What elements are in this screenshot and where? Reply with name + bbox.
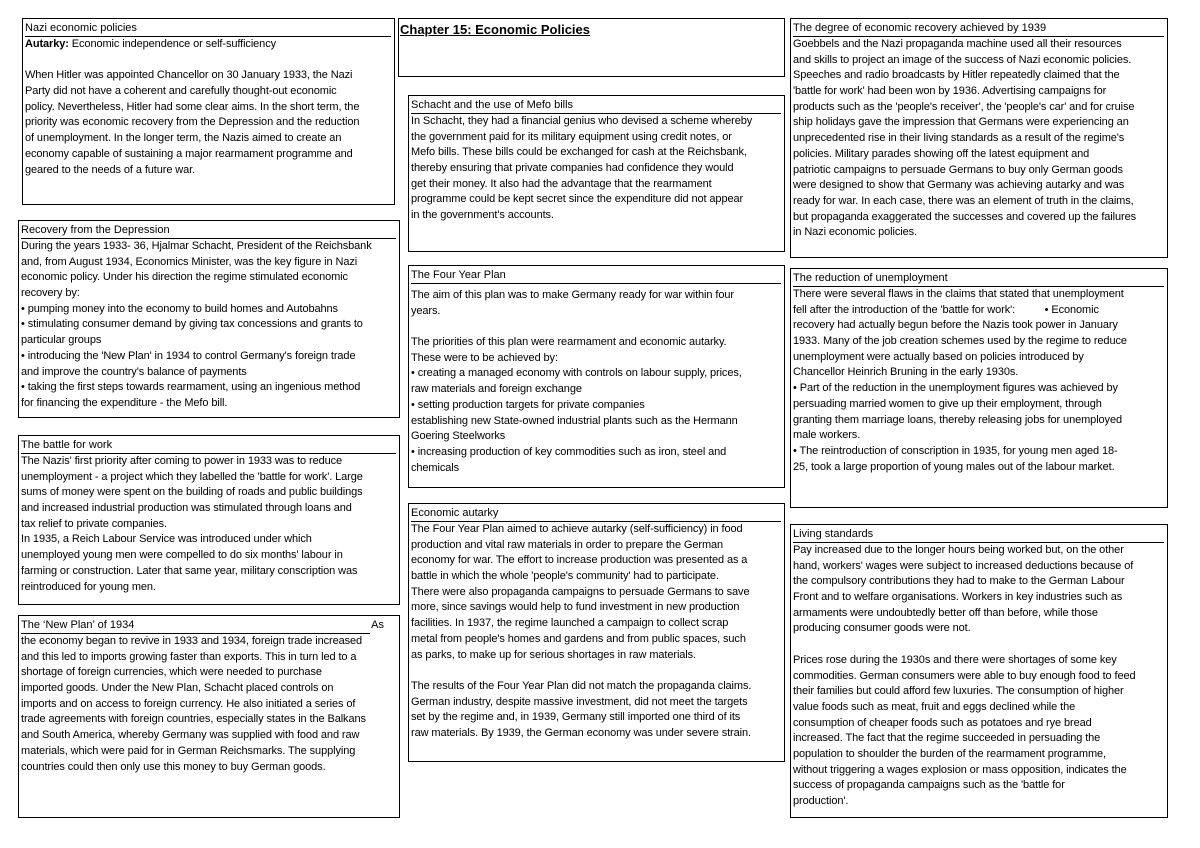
text-line bbox=[793, 397, 1164, 413]
text-line-content: During the years 1933- 36, Hjalmar Schacht, President of the Reichsbank bbox=[21, 240, 372, 252]
text-line-content: patriotic campaigns to persuade Germans to buy only German goods bbox=[793, 163, 1123, 176]
text-line-content: There were also propaganda campaigns to persuade Germans to save bbox=[411, 585, 750, 598]
chapter-header-box bbox=[398, 18, 785, 77]
box-title: Schacht and the use of Mefo bills bbox=[411, 98, 781, 114]
schacht-mefo-bills-box bbox=[408, 95, 785, 252]
box-title: Nazi economic policies bbox=[25, 21, 391, 37]
text-line bbox=[411, 695, 781, 711]
box-body bbox=[21, 239, 396, 412]
text-line-content: farming or construction. Later that same year, military conscription was bbox=[21, 564, 358, 577]
text-line-content: 'battle for work' had been won by 1936. Advertising campaigns for bbox=[793, 85, 1107, 98]
box-title: Living standards bbox=[793, 527, 1164, 543]
text-line-content: trade agreements with foreign countries, especially states in the Balkans bbox=[21, 713, 366, 726]
paragraph bbox=[411, 288, 781, 319]
box-body bbox=[793, 37, 1164, 241]
text-line-content: in Nazi economic policies. bbox=[793, 226, 917, 239]
text-line-content: but propaganda exaggerated the successes and covered up the failures bbox=[793, 210, 1136, 223]
text-line-content: The Nazis' first priority after coming to power in 1933 was to reduce bbox=[21, 455, 343, 467]
paragraph bbox=[411, 114, 781, 224]
text-line bbox=[411, 679, 781, 695]
text-line bbox=[793, 763, 1164, 779]
text-line bbox=[793, 365, 1164, 381]
box-title: Economic autarky bbox=[411, 506, 781, 522]
text-line bbox=[793, 413, 1164, 429]
text-line-content: imports and on access to foreign currency. He also initiated a series of bbox=[21, 697, 356, 710]
text-line bbox=[793, 178, 1164, 194]
definition bbox=[25, 37, 391, 53]
text-line-content: increased. The fact that the regime succeeded in persuading the bbox=[793, 732, 1101, 745]
paragraph bbox=[411, 679, 781, 742]
text-line-content: recovery by: bbox=[21, 287, 80, 300]
text-line bbox=[793, 303, 1164, 319]
text-line bbox=[411, 569, 781, 585]
text-line bbox=[411, 192, 781, 208]
text-line-content: • The reintroduction of conscription in 1935, for young men aged 18- bbox=[793, 444, 1118, 457]
text-line bbox=[411, 538, 781, 554]
text-line-content: policy. Nevertheless, Hitler had some clear aims. In the short term, the bbox=[25, 100, 360, 113]
text-line bbox=[793, 287, 1164, 303]
text-line-content: and skills to project an image of the success of Nazi economic policies. bbox=[793, 53, 1132, 66]
text-line-content: German industry, despite massive investment, did not meet the targets bbox=[411, 695, 748, 708]
paragraph bbox=[793, 653, 1164, 810]
text-line bbox=[21, 517, 396, 533]
paragraph bbox=[21, 634, 396, 775]
recovery-from-the-depression-box bbox=[18, 220, 400, 418]
text-line bbox=[21, 681, 396, 697]
text-line bbox=[793, 444, 1164, 460]
text-line-content: production'. bbox=[793, 795, 849, 807]
text-line-content: • setting production targets for private companies bbox=[411, 398, 645, 411]
text-line bbox=[411, 208, 781, 224]
economic-recovery-1939-box bbox=[790, 18, 1168, 258]
text-line-content: tax relief to private companies. bbox=[21, 517, 167, 530]
box-title: The degree of economic recovery achieved by 1939 bbox=[793, 21, 1164, 37]
text-line bbox=[793, 225, 1164, 241]
page-title: Chapter 15: Economic Policies bbox=[400, 22, 591, 37]
text-line bbox=[411, 351, 781, 367]
text-line bbox=[21, 255, 396, 271]
text-line bbox=[21, 564, 396, 580]
text-line-content: In 1935, a Reich Labour Service was introduced under which bbox=[21, 533, 312, 546]
text-line-content: policies. Military parades showing off the latest equipment and bbox=[793, 147, 1090, 160]
text-line-content: unemployment - a project which they labelled the 'battle for work'. Large bbox=[21, 470, 363, 483]
text-line bbox=[411, 130, 781, 146]
text-line-content: without triggering a wages explosion or mass opposition, indicates the bbox=[793, 763, 1127, 776]
text-line-content: unemployment were actually based on policies introduced by bbox=[793, 350, 1084, 363]
text-line-content: 25, took a large proportion of young males out of the labour market. bbox=[793, 460, 1115, 473]
new-plan-1934-box bbox=[18, 615, 400, 818]
definition-text: Economic independence or self-sufficiency bbox=[71, 38, 276, 50]
text-line bbox=[411, 710, 781, 726]
box-body bbox=[793, 287, 1164, 475]
text-line bbox=[411, 288, 781, 304]
text-line-content: • Part of the reduction in the unemployment figures was achieved by bbox=[793, 382, 1118, 395]
text-line-content: commodities. German consumers were able to buy enough food to feed bbox=[793, 669, 1136, 682]
definition-term: Autarky: bbox=[25, 38, 69, 50]
text-line-content: ready for war. In each case, there was an element of truth in the claims, bbox=[793, 194, 1134, 207]
box-body bbox=[25, 68, 391, 178]
text-line bbox=[793, 53, 1164, 69]
text-line-content: get their money. It also had the advantage that the rearmament bbox=[411, 177, 712, 190]
text-line-content: There were several flaws in the claims that stated that unemployment bbox=[793, 288, 1124, 300]
text-line bbox=[411, 398, 781, 414]
text-line-content: • taking the first steps towards rearmament, using an ingenious method bbox=[21, 381, 361, 394]
paragraph bbox=[21, 454, 396, 595]
text-line bbox=[793, 669, 1164, 685]
text-line-content: programme could be kept secret since the expenditure did not appear bbox=[411, 193, 744, 206]
box-body bbox=[411, 288, 781, 476]
text-line bbox=[21, 454, 396, 470]
text-line bbox=[411, 726, 781, 742]
text-line-content: Goebbels and the Nazi propaganda machine used all their resources bbox=[793, 38, 1122, 50]
text-line bbox=[21, 634, 396, 650]
text-line-content: hand, workers' wages were subject to increased deductions because of bbox=[793, 559, 1134, 572]
text-line bbox=[793, 653, 1164, 669]
text-line bbox=[21, 712, 396, 728]
text-line bbox=[25, 163, 391, 179]
text-line bbox=[21, 760, 396, 776]
text-line-content: Pay increased due to the longer hours being worked but, on the other bbox=[793, 544, 1124, 556]
text-line-content: value foods such as meat, fruit and eggs declined while the bbox=[793, 700, 1076, 713]
text-line-content: recovery had actually begun before the Nazis took power in January bbox=[793, 319, 1118, 332]
text-line-content: ship holidays gave the impression that Germans were experiencing an bbox=[793, 116, 1129, 129]
text-line-content: The Four Year Plan aimed to achieve autarky (self-sufficiency) in food bbox=[411, 523, 743, 535]
text-line bbox=[411, 414, 781, 430]
text-line-content: These were to be achieved by: bbox=[411, 351, 558, 364]
text-line-content: thereby ensuring that private companies had confidence they would bbox=[411, 162, 734, 175]
text-line bbox=[411, 161, 781, 177]
text-line bbox=[21, 744, 396, 760]
text-line bbox=[21, 302, 396, 318]
text-line bbox=[21, 697, 396, 713]
box-title: The reduction of unemployment bbox=[793, 271, 1164, 287]
text-line-content: of unemployment. In the longer term, the Nazis aimed to create an bbox=[25, 132, 342, 145]
text-line bbox=[25, 131, 391, 147]
text-line bbox=[411, 145, 781, 161]
text-line-content: products such as the 'people's receiver', the 'people's car' and for cruise bbox=[793, 100, 1135, 113]
text-line-content: sums of money were spent on the building of roads and public buildings bbox=[21, 486, 363, 499]
text-line bbox=[411, 600, 781, 616]
text-line bbox=[793, 559, 1164, 575]
battle-for-work-box bbox=[18, 435, 400, 605]
text-line bbox=[21, 728, 396, 744]
text-line-content: countries could then only use this money to buy German goods. bbox=[21, 760, 326, 773]
text-line bbox=[793, 684, 1164, 700]
text-line-content: Speeches and radio broadcasts by Hitler repeatedly claimed that the bbox=[793, 69, 1120, 82]
text-line-content: In Schacht, they had a financial genius who devised a scheme whereby bbox=[411, 115, 753, 127]
text-line bbox=[793, 428, 1164, 444]
text-line-content: materials, which were paid for in German Reichsmarks. The supplying bbox=[21, 744, 356, 757]
text-line bbox=[21, 665, 396, 681]
text-line bbox=[21, 349, 396, 365]
text-line-content: economic policy. Under his direction the regime stimulated economic bbox=[21, 271, 348, 284]
text-line bbox=[21, 396, 396, 412]
text-line-content: for financing the expenditure - the Mefo bill. bbox=[21, 396, 228, 409]
text-line bbox=[21, 239, 396, 255]
text-line bbox=[793, 194, 1164, 210]
text-line-content: imported goods. Under the New Plan, Schacht placed controls on bbox=[21, 682, 334, 695]
box-body bbox=[793, 543, 1164, 810]
text-line bbox=[793, 460, 1164, 476]
text-line-content: years. bbox=[411, 304, 441, 317]
box-title: The battle for work bbox=[21, 438, 396, 454]
text-line bbox=[411, 335, 781, 351]
text-line bbox=[411, 366, 781, 382]
text-line bbox=[793, 543, 1164, 559]
text-line-content: • creating a managed economy with controls on labour supply, prices, bbox=[411, 367, 742, 380]
text-line-content: the compulsory contributions they had to make to the German Labour bbox=[793, 575, 1125, 588]
text-line bbox=[793, 68, 1164, 84]
text-line-content: • increasing production of key commodities such as iron, steel and bbox=[411, 445, 727, 458]
text-line-content: population to shoulder the burden of the rearmament programme, bbox=[793, 747, 1106, 760]
text-line bbox=[21, 485, 396, 501]
text-line bbox=[793, 115, 1164, 131]
text-line-content: shortage of foreign currencies, which were needed to purchase bbox=[21, 666, 322, 679]
text-line bbox=[793, 318, 1164, 334]
text-line bbox=[411, 304, 781, 320]
text-line-content: success of propaganda campaigns such as the 'battle for bbox=[793, 779, 1065, 792]
text-line-content: fell after the introduction of the 'battle for work': • Economic bbox=[793, 303, 1099, 316]
text-line bbox=[793, 716, 1164, 732]
text-line bbox=[411, 632, 781, 648]
text-line-content: the government paid for its military equipment using credit notes, or bbox=[411, 130, 732, 143]
text-line bbox=[793, 37, 1164, 53]
text-line bbox=[21, 333, 396, 349]
text-line bbox=[793, 621, 1164, 637]
text-line bbox=[21, 501, 396, 517]
text-line bbox=[21, 580, 396, 596]
box-title: The Four Year Plan bbox=[411, 268, 781, 284]
title-trailing-word: As bbox=[371, 619, 384, 631]
reduction-of-unemployment-box bbox=[790, 268, 1168, 508]
text-line-content: particular groups bbox=[21, 334, 102, 347]
text-line-content: armaments were undoubtedly better off than before, while those bbox=[793, 606, 1098, 619]
text-line-content: set by the regime and, in 1939, Germany still imported one third of its bbox=[411, 711, 741, 724]
text-line-content: establishing new State-owned industrial plants such as the Hermann bbox=[411, 414, 738, 427]
text-line-content: Mefo bills. These bills could be exchanged for cash at the Reichsbank, bbox=[411, 146, 747, 159]
text-line-content: and South America, whereby Germany was supplied with food and raw bbox=[21, 729, 360, 742]
text-line bbox=[793, 100, 1164, 116]
box-body bbox=[411, 114, 781, 224]
text-line-content: production and vital raw materials in order to prepare the German bbox=[411, 538, 724, 551]
paragraph bbox=[793, 287, 1164, 475]
text-line-content: and increased industrial production was stimulated through loans and bbox=[21, 502, 352, 515]
economic-autarky-box bbox=[408, 503, 785, 762]
text-line-content: 1933. Many of the job creation schemes used by the regime to reduce bbox=[793, 335, 1127, 348]
text-line bbox=[25, 68, 391, 84]
box-title-row bbox=[21, 618, 396, 634]
text-line bbox=[21, 548, 396, 564]
text-line bbox=[793, 606, 1164, 622]
text-line-content: When Hitler was appointed Chancellor on 30 January 1933, the Nazi bbox=[25, 69, 353, 82]
text-line bbox=[411, 114, 781, 130]
text-line-content: • stimulating consumer demand by giving tax concessions and grants to bbox=[21, 318, 363, 331]
text-line-content: The priorities of this plan were rearmament and economic autarky. bbox=[411, 336, 727, 349]
text-line bbox=[411, 461, 781, 477]
text-line-content: the economy began to revive in 1933 and 1934, foreign trade increased bbox=[21, 635, 363, 647]
text-line bbox=[793, 794, 1164, 810]
paragraph bbox=[21, 239, 396, 412]
text-line bbox=[411, 585, 781, 601]
text-line-content: granting them marriage loans, thereby releasing jobs for unemployed bbox=[793, 413, 1122, 426]
four-year-plan-box bbox=[408, 265, 785, 488]
box-body bbox=[21, 454, 396, 595]
text-line-content: metal from people's homes and gardens and from public spaces, such bbox=[411, 632, 746, 645]
text-line-content: more, since savings would help to fund investment in new production bbox=[411, 601, 740, 614]
text-line bbox=[25, 115, 391, 131]
text-line bbox=[793, 210, 1164, 226]
living-standards-box bbox=[790, 524, 1168, 818]
text-line-content: economy for war. The effort to increase production was presented as a bbox=[411, 554, 748, 567]
nazi-economic-policies-box bbox=[22, 18, 395, 205]
text-line-content: male workers. bbox=[793, 429, 861, 442]
text-line-content: producing consumer goods were not. bbox=[793, 622, 971, 635]
text-line bbox=[411, 177, 781, 193]
text-line-content: geared to the needs of a future war. bbox=[25, 163, 196, 176]
text-line bbox=[793, 350, 1164, 366]
text-line-content: and, from August 1934, Economics Minister, was the key figure in Nazi bbox=[21, 255, 358, 268]
paragraph bbox=[25, 68, 391, 178]
text-line bbox=[793, 334, 1164, 350]
box-title: The ‘New Plan’ of 1934 bbox=[21, 618, 370, 634]
text-line-content: Party did not have a coherent and carefully thought-out economic bbox=[25, 85, 337, 98]
text-line bbox=[21, 650, 396, 666]
text-line-content: economy capable of sustaining a major rearmament programme and bbox=[25, 147, 353, 160]
text-line bbox=[411, 445, 781, 461]
text-line bbox=[793, 731, 1164, 747]
text-line bbox=[411, 382, 781, 398]
text-line-content: raw materials and foreign exchange bbox=[411, 383, 582, 396]
text-line-content: raw materials. By 1939, the German economy was under severe strain. bbox=[411, 726, 751, 739]
box-body bbox=[411, 522, 781, 742]
text-line-content: Front and to welfare organisations. Workers in key industries such as bbox=[793, 591, 1123, 604]
text-line-content: were designed to show that Germany was achieving autarky and was bbox=[793, 179, 1125, 192]
text-line-content: consumption of cheaper foods such as potatoes and rye bread bbox=[793, 716, 1092, 729]
text-line bbox=[25, 100, 391, 116]
text-line bbox=[411, 648, 781, 664]
text-line bbox=[25, 84, 391, 100]
box-title: Recovery from the Depression bbox=[21, 223, 396, 239]
text-line bbox=[793, 381, 1164, 397]
text-line-content: The results of the Four Year Plan did not match the propaganda claims. bbox=[411, 679, 752, 692]
text-line-content: as parks, to make up for serious shortages in raw materials. bbox=[411, 648, 697, 661]
text-line-content: and improve the country's balance of payments bbox=[21, 365, 247, 378]
text-line-content: Chancellor Heinrich Bruning in the early 1930s. bbox=[793, 366, 1019, 379]
text-line bbox=[411, 553, 781, 569]
text-line bbox=[21, 532, 396, 548]
text-line-content: facilities. In 1937, the regime launched a campaign to collect scrap bbox=[411, 617, 729, 630]
text-line-content: Prices rose during the 1930s and there were shortages of some key bbox=[793, 653, 1117, 666]
text-line bbox=[793, 590, 1164, 606]
text-line bbox=[411, 616, 781, 632]
text-line bbox=[793, 163, 1164, 179]
text-line-content: their families but could afford few luxuries. The consumption of higher bbox=[793, 685, 1124, 698]
text-line bbox=[21, 365, 396, 381]
text-line-content: unemployed young men were compelled to do six months' labour in bbox=[21, 549, 343, 562]
text-line bbox=[411, 429, 781, 445]
text-line bbox=[793, 131, 1164, 147]
text-line bbox=[793, 778, 1164, 794]
text-line bbox=[21, 317, 396, 333]
paragraph bbox=[793, 37, 1164, 241]
text-line bbox=[793, 147, 1164, 163]
text-line bbox=[21, 270, 396, 286]
text-line bbox=[793, 747, 1164, 763]
paragraph bbox=[411, 522, 781, 663]
text-line-content: in the government's accounts. bbox=[411, 209, 554, 222]
paragraph bbox=[793, 543, 1164, 637]
text-line-content: The aim of this plan was to make Germany ready for war within four bbox=[411, 289, 734, 301]
text-line bbox=[793, 84, 1164, 100]
text-line-content: persuading married women to give up their employment, through bbox=[793, 397, 1102, 410]
text-line-content: reintroduced for young men. bbox=[21, 580, 156, 593]
box-body bbox=[21, 634, 396, 775]
text-line-content: unprecedented rise in their living standards as a result of the regime's bbox=[793, 132, 1125, 145]
text-line-content: priority was economic recovery from the Depression and the reduction bbox=[25, 116, 360, 129]
text-line-content: battle in which the whole 'people's community' had to participate. bbox=[411, 570, 719, 583]
text-line bbox=[793, 574, 1164, 590]
text-line bbox=[793, 700, 1164, 716]
text-line bbox=[411, 522, 781, 538]
text-line bbox=[21, 286, 396, 302]
text-line-content: Goering Steelworks bbox=[411, 430, 506, 443]
text-line-content: and this led to imports growing faster than exports. This in turn led to a bbox=[21, 650, 357, 663]
paragraph bbox=[411, 335, 781, 476]
text-line-content: • pumping money into the economy to build homes and Autobahns bbox=[21, 302, 338, 315]
text-line bbox=[21, 380, 396, 396]
text-line bbox=[21, 470, 396, 486]
text-line-content: • introducing the 'New Plan' in 1934 to control Germany's foreign trade bbox=[21, 349, 356, 362]
text-line bbox=[25, 147, 391, 163]
text-line-content: chemicals bbox=[411, 461, 460, 474]
